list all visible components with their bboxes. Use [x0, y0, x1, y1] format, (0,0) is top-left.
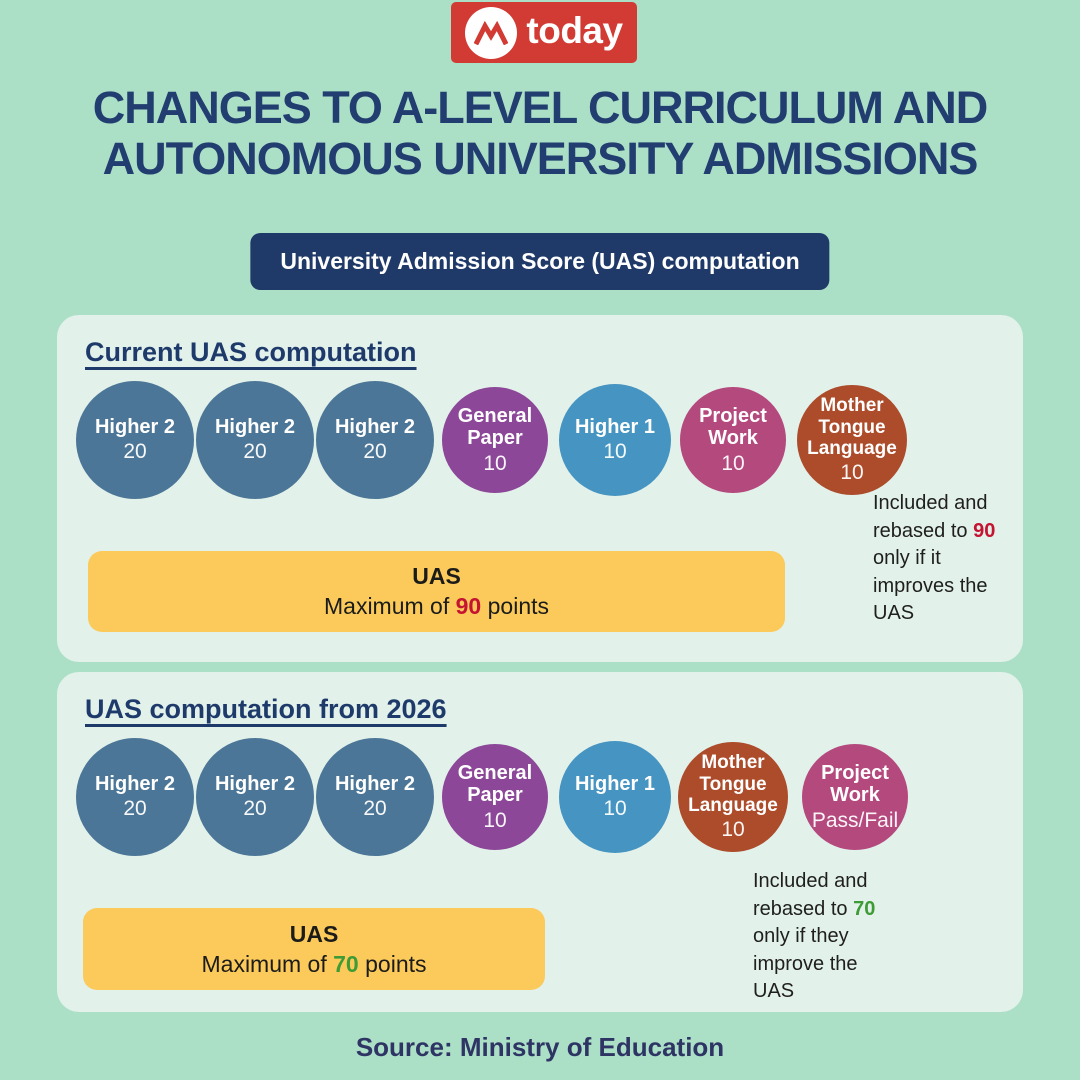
- subject-circle-higher2-2: [196, 381, 314, 499]
- note-text: only if they improve the UAS: [753, 925, 858, 1003]
- circle-value: Pass/Fail: [811, 808, 899, 832]
- subject-circle-higher2-3: [316, 738, 434, 856]
- circle-label: Higher 2: [214, 416, 296, 439]
- circle-value: 10: [840, 461, 864, 485]
- uas-box-line-prefix: Maximum of: [324, 593, 456, 619]
- note-text: Included and rebased to: [753, 870, 868, 920]
- circle-value: 20: [363, 440, 387, 464]
- uas-box-line: [202, 951, 427, 978]
- uas-box-line-suffix: points: [481, 593, 549, 619]
- subject-circle-higher2-1: [76, 381, 194, 499]
- section-banner: University Admission Score (UAS) computation: [250, 233, 829, 290]
- circle-value: 10: [721, 818, 745, 842]
- mother-tongue-note-current: [873, 490, 1005, 628]
- subject-circle-higher1: [559, 741, 671, 853]
- subject-circle-general-paper: [442, 387, 548, 493]
- circle-value: 20: [363, 797, 387, 821]
- circle-value: 10: [721, 451, 745, 475]
- subject-circle-higher2-3: [316, 381, 434, 499]
- circle-value: 10: [603, 440, 627, 464]
- uas-box-line-prefix: Maximum of: [201, 950, 334, 977]
- subject-circle-project-work: [680, 387, 786, 493]
- brand-logo: [451, 2, 637, 63]
- subject-circle-mother-tongue: [797, 385, 907, 495]
- circle-label: Project Work: [699, 404, 767, 450]
- subject-circle-project-work: [802, 744, 908, 850]
- circle-label: Higher 2: [334, 773, 416, 796]
- source-text: Source: Ministry of Education: [355, 1032, 725, 1062]
- subject-circle-higher2-2: [196, 738, 314, 856]
- mother-tongue-note-2026: [753, 868, 893, 1006]
- circle-value: 10: [483, 808, 507, 832]
- uas-box-line: [324, 593, 549, 620]
- circle-label: Higher 1: [574, 416, 656, 439]
- uas-box-line-suffix: points: [358, 950, 427, 977]
- subject-circle-higher1: [559, 384, 671, 496]
- circle-label: General Paper: [457, 404, 533, 450]
- circle-value: 20: [243, 440, 267, 464]
- circle-label: Mother Tongue Language: [688, 752, 778, 816]
- note-text: only if it improves the UAS: [873, 547, 988, 625]
- subject-circle-mother-tongue: [678, 742, 788, 852]
- uas-box-max-points: 70: [333, 950, 359, 977]
- circle-label: Higher 2: [214, 773, 296, 796]
- circle-value: 20: [243, 797, 267, 821]
- page-title: CHANGES TO A-LEVEL CURRICULUM AND AUTONOMOUS UNIVERSITY ADMISSIONS: [92, 82, 988, 185]
- uas-result-box-current: [88, 551, 785, 632]
- circle-value: 10: [603, 797, 627, 821]
- panel-heading: Current UAS computation: [85, 337, 417, 367]
- note-highlight: 90: [973, 519, 996, 542]
- circle-label: Higher 2: [94, 416, 176, 439]
- subject-circle-higher2-1: [76, 738, 194, 856]
- panel-heading: UAS computation from 2026: [85, 694, 447, 724]
- circle-label: Higher 1: [574, 773, 656, 796]
- circle-label: Higher 2: [94, 773, 176, 796]
- circle-value: 10: [483, 451, 507, 475]
- uas-box-title: UAS: [289, 920, 339, 947]
- uas-box-max-points: 90: [455, 593, 482, 619]
- note-highlight: 70: [853, 897, 876, 920]
- subject-circle-general-paper: [442, 744, 548, 850]
- circle-label: Project Work: [821, 761, 889, 807]
- circle-label: Mother Tongue Language: [807, 395, 897, 459]
- circle-label: Higher 2: [334, 416, 416, 439]
- circle-value: 20: [123, 797, 147, 821]
- uas-result-box-2026: [83, 908, 545, 990]
- note-text: Included and rebased to: [873, 492, 988, 542]
- circle-label: General Paper: [457, 761, 533, 807]
- brand-mark-icon: [465, 7, 517, 59]
- uas-box-title: UAS: [412, 563, 461, 589]
- brand-name: today: [526, 10, 623, 51]
- circle-value: 20: [123, 440, 147, 464]
